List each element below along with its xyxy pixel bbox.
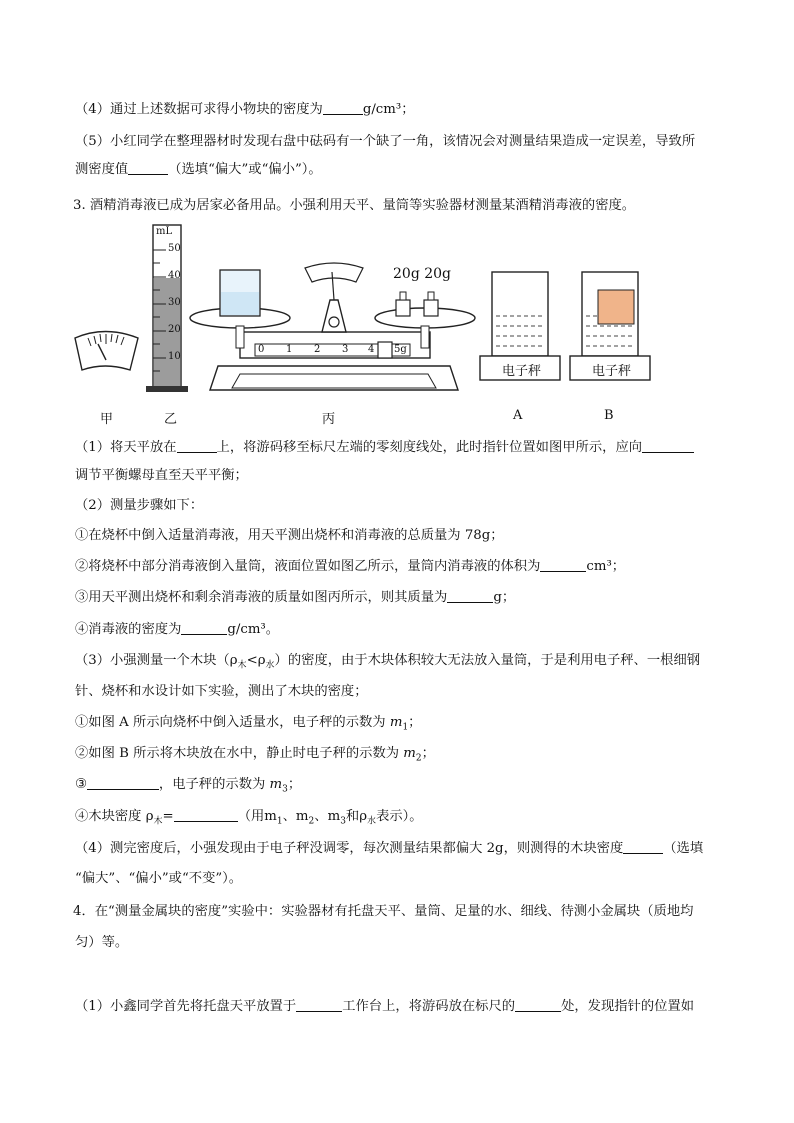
q3-p1-mid: 上，将游码移至标尺左端的零刻度线处，此时指针位置如图甲所示，应向 <box>216 440 643 455</box>
answer-blank[interactable] <box>623 839 663 854</box>
q3-s3-text: ③ <box>75 777 87 792</box>
rho-sub-wood: 木 <box>237 660 247 671</box>
q3-p4-text: （4）测完密度后，小强发现由于电子秤没调零，每次测量结果都偏大 2g，则测得的木块密度 <box>75 841 624 856</box>
apparatus-drawing <box>60 220 740 430</box>
q4-line2: 匀）等。 <box>75 935 129 950</box>
ruler-tick-3: 3 <box>342 344 349 355</box>
q3-p1-text: （1）将天平放在 <box>75 440 177 455</box>
answer-blank[interactable] <box>515 997 561 1012</box>
q3-step4 <box>75 620 734 640</box>
q4-p1-post: 处，发现指针的位置如 <box>561 999 695 1014</box>
q3-step4-unit: g/cm³。 <box>227 622 280 637</box>
q4-p1 <box>75 997 734 1017</box>
q3-p4-line2: “偏大”、“偏小”或“不变”）。 <box>75 871 243 886</box>
q3-p1-line1 <box>75 438 734 458</box>
var-sub: 3 <box>340 816 346 827</box>
weights-label: 20g 20g <box>393 266 452 282</box>
graduated-cylinder <box>146 225 188 392</box>
q3-s1-post: ； <box>408 715 422 730</box>
q2-item5-line1: （5）小红同学在整理器材时发现右盘中砝码有一个缺了一角，该情况会对测量结果造成一定误差，导致所 <box>75 134 696 149</box>
rho-sub-water: 水 <box>367 816 377 827</box>
ruler-tick-5g: 5g <box>394 344 407 355</box>
q3-step3-unit: g； <box>493 590 516 605</box>
caption-jia: 甲 <box>100 412 114 427</box>
answer-blank[interactable] <box>296 997 342 1012</box>
q3-s4-c3: 和ρ <box>345 809 368 824</box>
q3-p1-line2: 调节平衡螺母直至天平平衡； <box>75 468 248 483</box>
q3-step4-text: ④消毒液的密度为 <box>75 622 182 637</box>
q3-s2 <box>75 744 734 769</box>
caption-bing: 丙 <box>322 412 336 427</box>
q3-s4-eq: = <box>162 809 174 824</box>
answer-blank[interactable] <box>181 620 227 635</box>
q3-p3-text: （3）小强测量一个木块（ρ <box>75 653 238 668</box>
q3-step3-text: ③用天平测出烧杯和剩余消毒液的质量如图丙所示，则其质量为 <box>75 590 448 605</box>
answer-blank[interactable] <box>540 557 586 572</box>
scale-a-label: 电子秤 <box>502 364 542 379</box>
q3-p3-lt: <ρ <box>246 653 266 668</box>
var-sub: 1 <box>276 816 283 827</box>
q3-title: 3. 酒精消毒液已成为居家必备用品。小强利用天平、量筒等实验器材测量某酒精消毒液的密度。 <box>73 198 636 213</box>
q4-p1-text: （1）小鑫同学首先将托盘天平放置于 <box>75 999 297 1014</box>
answer-blank[interactable] <box>642 438 694 453</box>
q3-s4-post: （用m <box>237 809 277 824</box>
q3-p3-post: ）的密度，由于木块体积较大无法放入量筒，于是利用电子秤、一根细钢 <box>274 653 701 668</box>
q3-s3-post: ，电子秤的示数为 <box>158 777 270 792</box>
caption-b: B <box>604 408 614 423</box>
q3-s4-c2: 、m <box>314 809 341 824</box>
q3-s3-end: ； <box>287 777 302 792</box>
answer-blank[interactable] <box>177 438 217 453</box>
q3-s3 <box>75 775 734 800</box>
q3-figure <box>60 220 740 430</box>
q3-s4-end: 表示）。 <box>376 809 423 824</box>
var-sub: 2 <box>415 753 422 764</box>
caption-a: A <box>513 408 523 423</box>
var-sub: 3 <box>282 784 288 795</box>
var-sub: 2 <box>308 816 315 827</box>
q3-p4-post: （选填 <box>663 841 704 856</box>
ruler-tick-0: 0 <box>258 344 265 355</box>
rho-sub-water: 水 <box>265 660 275 671</box>
q2-item5-text: 测密度值 <box>75 162 129 177</box>
answer-blank[interactable] <box>174 807 238 822</box>
cylinder-tick-40: 40 <box>168 270 181 281</box>
q3-s4 <box>75 807 734 832</box>
q3-p2: （2）测量步骤如下： <box>75 498 204 513</box>
q3-p4-line1 <box>75 839 734 859</box>
q2-item5-post: （选填“偏大”或“偏小”）。 <box>168 162 322 177</box>
q3-s2-text: ②如图 B 所示将木块放在水中，静止时电子秤的示数为 <box>75 746 404 761</box>
cylinder-tick-50: 50 <box>168 243 181 254</box>
q3-step1: ①在烧杯中倒入适量消毒液，用天平测出烧杯和消毒液的总质量为 78g； <box>75 528 504 543</box>
cylinder-unit: mL <box>156 226 173 237</box>
q3-step3 <box>75 588 734 608</box>
var-m: m <box>269 777 283 792</box>
answer-blank[interactable] <box>87 775 159 790</box>
answer-blank[interactable] <box>447 588 493 603</box>
q2-item4-text: （4）通过上述数据可求得小物块的密度为 <box>75 102 323 117</box>
q2-item4 <box>75 100 734 120</box>
q3-s4-c1: 、m <box>282 809 309 824</box>
balance <box>190 263 475 390</box>
q3-p3-line2: 针、烧杯和水设计如下实验，测出了木块的密度； <box>75 684 368 699</box>
q3-step2 <box>75 557 734 577</box>
q3-step2-text: ②将烧杯中部分消毒液倒入量筒，液面位置如图乙所示，量筒内消毒液的体积为 <box>75 559 541 574</box>
var-sub: 1 <box>402 722 409 733</box>
answer-blank[interactable] <box>128 160 168 175</box>
q3-s1 <box>75 713 734 738</box>
q3-s2-post: ； <box>421 746 435 761</box>
pointer-dial <box>75 332 138 371</box>
ruler-tick-1: 1 <box>286 344 293 355</box>
cylinder-tick-20: 20 <box>168 324 181 335</box>
q3-step2-unit: cm³； <box>586 559 626 574</box>
q2-item4-unit: g/cm³； <box>362 102 415 117</box>
cylinder-tick-10: 10 <box>168 351 181 362</box>
answer-blank[interactable] <box>323 100 363 115</box>
q4-line1: 4．在“测量金属块的密度”实验中：实验器材有托盘天平、量筒、足量的水、细线、待测小金属块（质地均 <box>73 904 694 919</box>
q2-item5-line2 <box>75 160 734 180</box>
scale-b-label: 电子秤 <box>592 364 632 379</box>
caption-yi: 乙 <box>164 412 178 427</box>
q3-p3-line1 <box>75 651 734 676</box>
ruler-tick-2: 2 <box>314 344 321 355</box>
var-m: m <box>403 746 416 761</box>
cylinder-tick-30: 30 <box>168 297 181 308</box>
q3-s4-text: ④木块密度 ρ <box>75 809 154 824</box>
var-m: m <box>389 715 403 730</box>
ruler-tick-4: 4 <box>368 344 375 355</box>
q3-s1-text: ①如图 A 所示向烧杯中倒入适量水，电子秤的示数为 <box>75 715 390 730</box>
q4-p1-mid: 工作台上，将游码放在标尺的 <box>342 999 516 1014</box>
rho-sub-wood: 木 <box>153 816 163 827</box>
